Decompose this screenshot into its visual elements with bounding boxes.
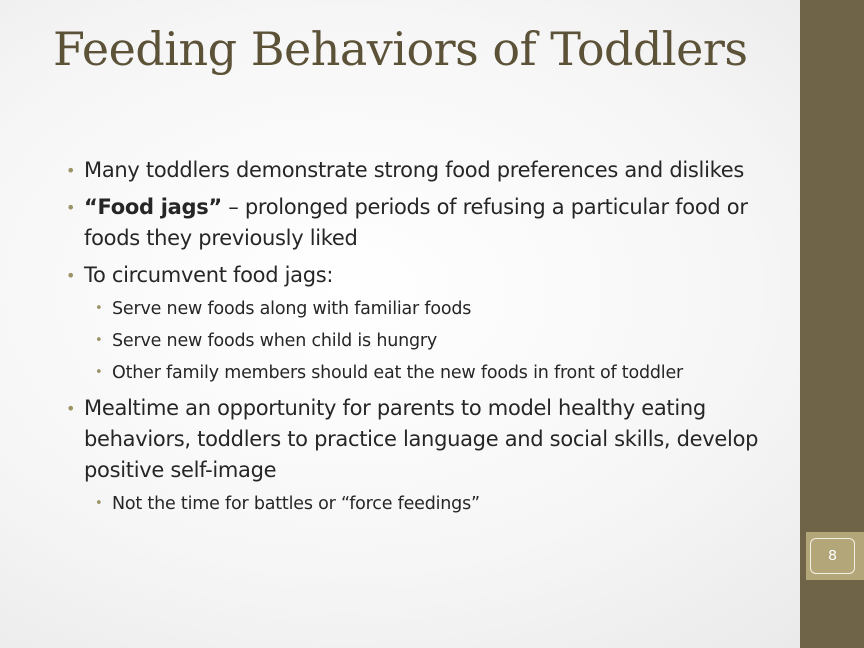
sub-bullet-item: [84, 359, 766, 387]
bullet-text: Mealtime an opportunity for parents to model healthy eating behaviors, toddlers to practice language and social skills, develop positive self-image: [84, 396, 759, 482]
page-number: 8: [828, 547, 837, 564]
bullet-dot-icon: •: [66, 399, 76, 418]
bullet-item: [66, 393, 766, 518]
bullet-dot-icon: •: [95, 496, 103, 511]
bullet-dot-icon: •: [95, 301, 103, 316]
sub-bullet-text: Serve new foods when child is hungry: [112, 331, 438, 351]
bullet-dot-icon: •: [95, 365, 103, 380]
sub-bullet-text: Other family members should eat the new foods in front of toddler: [112, 363, 684, 383]
bullet-dot-icon: •: [66, 198, 76, 217]
bullet-text: – prolonged periods of refusing a particular food or foods they previously liked: [84, 195, 748, 250]
bullet-item: [66, 155, 766, 186]
page-number-box: [806, 532, 864, 580]
sub-bullet-text: Not the time for battles or “force feedings”: [112, 494, 480, 514]
bullet-dot-icon: •: [66, 266, 76, 285]
bullet-text: To circumvent food jags:: [84, 263, 334, 287]
bullet-term: “Food jags”: [84, 195, 222, 219]
bullet-text: Many toddlers demonstrate strong food preferences and dislikes: [84, 158, 744, 182]
sub-bullet-item: [84, 327, 766, 355]
sub-bullet-text: Serve new foods along with familiar foods: [112, 299, 472, 319]
bullet-dot-icon: •: [66, 161, 76, 180]
slide-title: Feeding Behaviors of Toddlers: [53, 22, 748, 76]
bullet-dot-icon: •: [95, 333, 103, 348]
bullet-item: [66, 260, 766, 387]
bullet-list: [66, 155, 766, 520]
sub-bullet-item: [84, 490, 766, 518]
sub-bullet-item: [84, 295, 766, 323]
bullet-item: [66, 192, 766, 254]
